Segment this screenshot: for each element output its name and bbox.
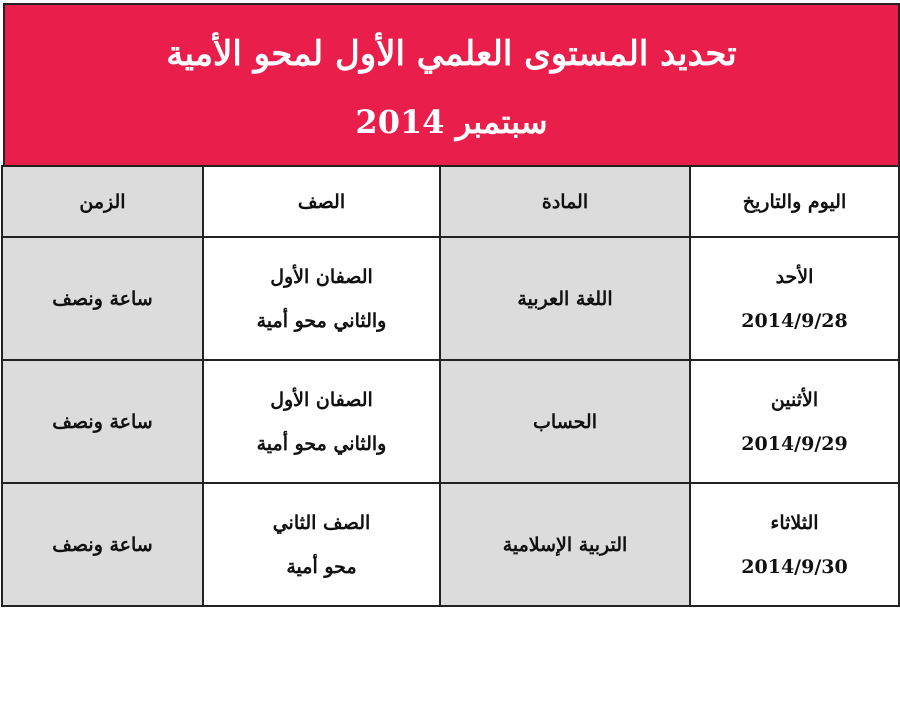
header-banner: [3, 3, 900, 165]
day-date-cell: [690, 483, 899, 606]
table-row: [2, 237, 899, 360]
day-name: الثلاثاء: [770, 511, 819, 534]
exam-date: 2014/9/29: [741, 432, 848, 455]
schedule-table: [1, 165, 900, 607]
day-date-cell: [690, 237, 899, 360]
subject-cell: التربية الإسلامية: [440, 483, 690, 606]
day-name: الأحد: [775, 265, 814, 288]
duration-cell: ساعة ونصف: [2, 360, 203, 483]
exam-date: 2014/9/30: [741, 555, 848, 578]
column-header-day-date: اليوم والتاريخ: [690, 166, 899, 237]
class-line-2: والثاني محو أمية: [256, 309, 387, 332]
subject-cell: اللغة العربية: [440, 237, 690, 360]
class-line-1: الصفان الأول: [270, 388, 373, 411]
class-line-1: الصف الثاني: [272, 511, 371, 534]
day-name: الأثنين: [770, 388, 819, 411]
subject-cell: الحساب: [440, 360, 690, 483]
duration-cell: ساعة ونصف: [2, 483, 203, 606]
class-line-2: والثاني محو أمية: [256, 432, 387, 455]
exam-schedule: [3, 3, 900, 607]
table-header-row: [2, 166, 899, 237]
page-subtitle: سبتمبر 2014: [355, 103, 548, 141]
column-header-class: الصف: [203, 166, 440, 237]
column-header-duration: الزمن: [2, 166, 203, 237]
exam-date: 2014/9/28: [741, 309, 848, 332]
class-line-1: الصفان الأول: [270, 265, 373, 288]
class-line-2: محو أمية: [286, 555, 357, 578]
class-cell: [203, 237, 440, 360]
class-cell: [203, 360, 440, 483]
duration-cell: ساعة ونصف: [2, 237, 203, 360]
page-title: تحديد المستوى العلمي الأول لمحو الأمية: [166, 34, 737, 74]
day-date-cell: [690, 360, 899, 483]
column-header-subject: المادة: [440, 166, 690, 237]
table-row: [2, 483, 899, 606]
table-row: [2, 360, 899, 483]
class-cell: [203, 483, 440, 606]
